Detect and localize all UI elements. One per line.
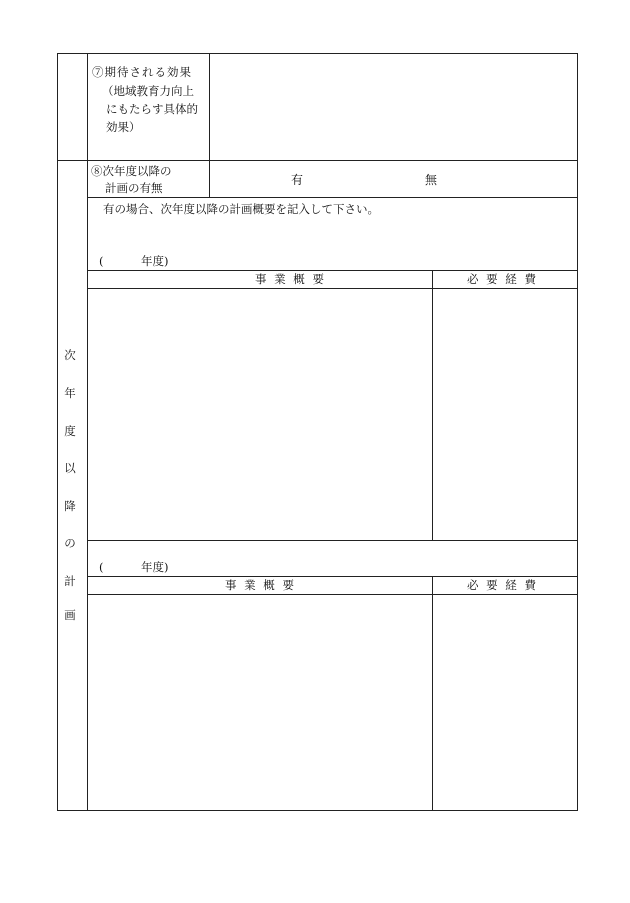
- plan1-year-input[interactable]: [109, 253, 139, 269]
- side-label-char: 度: [64, 424, 76, 438]
- frame-left-border: [57, 53, 58, 811]
- label-column-divider-7: [209, 53, 210, 161]
- side-label-char: 計: [64, 574, 76, 588]
- plan2-cost-divider: [432, 576, 433, 811]
- plan1-body-bottom: [87, 540, 578, 541]
- section7-content-field[interactable]: [211, 55, 575, 159]
- section7-sublabel-3: 効果）: [106, 120, 141, 134]
- frame-right-border: [577, 53, 578, 811]
- plan1-cost-field[interactable]: [434, 290, 576, 539]
- section8-label-1: ⑧次年度以降の: [91, 164, 172, 178]
- plan1-year-open: (: [99, 254, 104, 268]
- plan2-cost-field[interactable]: [434, 596, 576, 809]
- plan2-summary-header: 事 業 概 要: [225, 578, 296, 592]
- side-label-char: 以: [64, 461, 76, 475]
- plan1-cost-header: 必 要 経 費: [467, 272, 538, 286]
- side-label-char: 年: [64, 386, 76, 400]
- side-label-char: 画: [64, 608, 76, 622]
- section8-label-2: 計画の有無: [105, 181, 163, 195]
- side-label-char: 次: [64, 348, 76, 362]
- frame-bottom-border: [57, 810, 578, 811]
- plan2-year-input[interactable]: [109, 559, 139, 575]
- side-label-char: 降: [64, 499, 76, 513]
- plan2-year-open: (: [99, 560, 104, 574]
- plan2-summary-field[interactable]: [89, 596, 431, 809]
- plan1-header-bottom: [87, 288, 578, 289]
- plan2-year-label: 年度): [141, 560, 169, 574]
- side-column-divider: [87, 53, 88, 811]
- section8-instruction: 有の場合、次年度以降の計画概要を記入して下さい。: [103, 202, 379, 216]
- option-no[interactable]: 無: [425, 173, 438, 187]
- side-label-char: の: [64, 536, 76, 550]
- plan2-header-bottom: [87, 594, 578, 595]
- section8-row-border: [87, 197, 578, 198]
- frame-top-border: [57, 53, 578, 54]
- section7-sublabel-1: （地域教育力向上: [102, 84, 194, 98]
- plan1-year-label: 年度): [141, 254, 169, 268]
- section7-label: ⑦期待される効果: [92, 65, 192, 79]
- plan2-cost-header: 必 要 経 費: [467, 578, 538, 592]
- option-yes[interactable]: 有: [291, 173, 304, 187]
- section7-bottom-border: [57, 160, 578, 161]
- plan1-summary-field[interactable]: [89, 290, 431, 539]
- section7-sublabel-2: にもたらす具体的: [106, 102, 198, 116]
- label-column-divider-8: [209, 160, 210, 198]
- plan1-summary-header: 事 業 概 要: [255, 272, 326, 286]
- plan1-cost-divider: [432, 270, 433, 541]
